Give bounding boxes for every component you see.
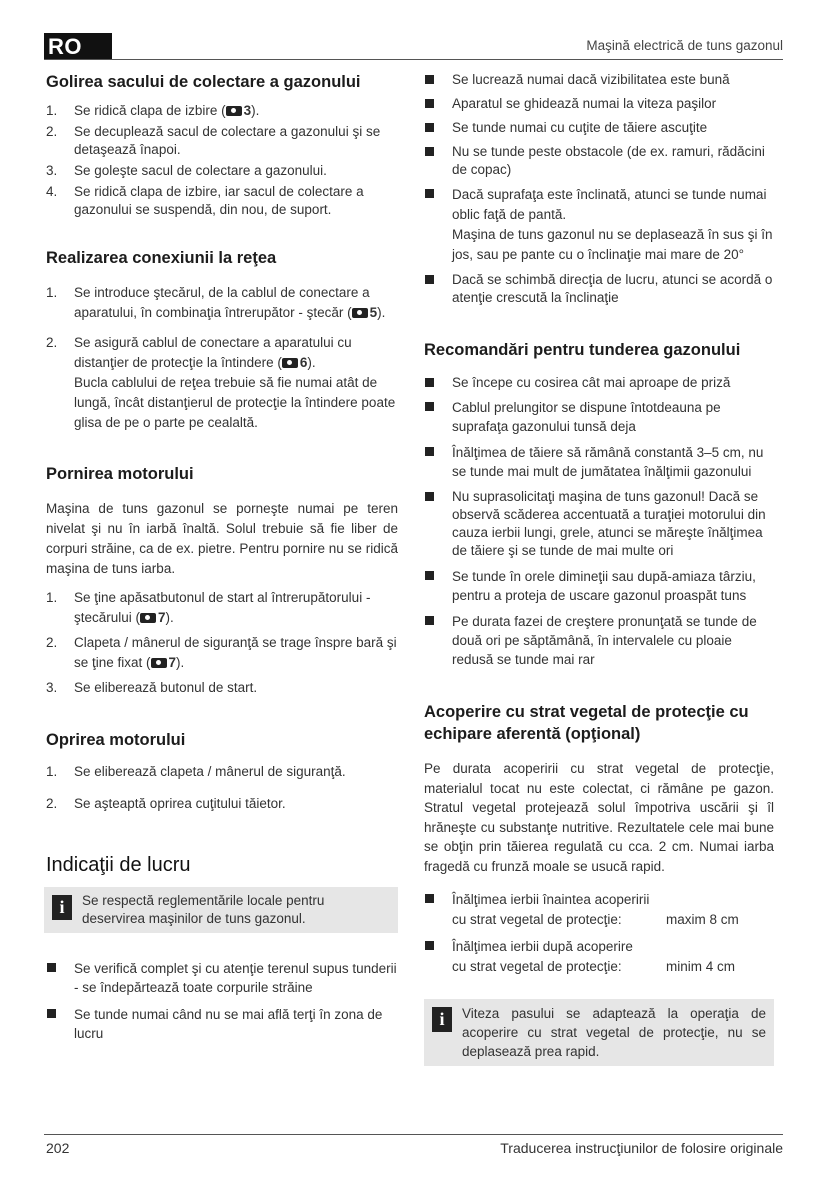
footer-divider [44, 1134, 783, 1135]
list-item: Înălţimea de tăiere să rămână constantă 3–5 cm, nu se tunde mai mult de jumătatea înălţimii gazonului [424, 443, 774, 481]
figure-ref-icon [226, 106, 242, 116]
section-title-stopping-motor: Oprirea motorului [46, 731, 186, 749]
stopping-motor-steps [46, 763, 398, 813]
mulching-paragraph: Pe durata acoperirii cu strat vegetal de protecţie, materialul tocat nu este colectat, ci rămâne pe gazon. Stratul vegetal protejează solul împotriva uscării şi îl hrăneşte cu substanţe nutritive. Rezultatele cele mai bune se obţin prin tăierea regulată cu cca. 2 cm. Numai iarba fragedă cu frunză moale se usucă rapid. [424, 761, 774, 874]
list-item: 1. Se ţine apăsatbutonul de start al întrerupătorului - ştecărului ( 7). [46, 590, 371, 625]
list-item: 2. Clapeta / mânerul de siguranţă se trage înspre bară şi se ţine fixat ( 7). [46, 635, 397, 670]
list-item: 4. Se ridică clapa de izbire, iar sacul de colectare a gazonului se suspendă, din nou, de suport. [46, 184, 364, 217]
mowing-recommendations-list [424, 374, 774, 669]
section-title-network-connection: Realizarea conexiunii la reţea [46, 249, 277, 267]
starting-motor-paragraph: Maşina de tuns gazonul se porneşte numai pe teren nivelat şi nu în iarbă înaltă. Solul trebuie să fie liber de corpuri străine, ca de ex. pietre. Pentru pornire nu se ridică maşina de tuns iarba. [46, 501, 398, 576]
language-badge [44, 33, 112, 60]
list-item: Se începe cu cosirea cât mai aproape de priză [424, 374, 774, 392]
header-divider [44, 59, 783, 60]
list-item: Se lucrează numai dacă vizibilitatea este bună [424, 71, 774, 89]
work-instructions-list [46, 959, 398, 1043]
emptying-bag-steps [46, 102, 398, 219]
info-icon: i [432, 1007, 452, 1032]
spec-value: maxim 8 cm [666, 912, 739, 927]
page-number: 202 [46, 1140, 70, 1156]
list-item: Se tunde numai când nu se mai află terţi în zona de lucru [46, 1005, 398, 1043]
list-item: 2. Se aşteaptă oprirea cuţitului tăietor. [46, 796, 286, 811]
list-item: 3. Se eliberează butonul de start. [46, 680, 258, 695]
section-title-work-instructions: Indicaţii de lucru [46, 854, 191, 876]
list-item: 2. Se asigură cablul de conectare a aparatului cu distanţier de protecţie la întindere ( 6). Bucla cablului de reţea trebuie să fie numai atât de lungă, încât distanţierul de protecţie la întindere poate glisa de pe o parte pe cealaltă. [46, 335, 396, 430]
list-item: Se tunde în orele dimineţii sau după-amiaza târziu, pentru a proteja de uscare gazonul proaspăt tuns [424, 567, 774, 605]
mulching-specs [424, 890, 774, 977]
list-item: Se verifică complet şi cu atenţie terenul supus tunderii - se îndepărtează toate corpurile străine [46, 959, 398, 997]
list-item: Dacă suprafaţa este înclinată, atunci se tunde numai oblic faţă de pantă. Maşina de tuns gazonul nu se deplasează în sus şi în jos, sau pe pante cu o înclinaţie mai mare de 20° [424, 185, 774, 265]
right-column [424, 70, 774, 1066]
spec-value: minim 4 cm [666, 959, 736, 974]
spec-item: Înălţimea ierbii după acoperire cu strat vegetal de protecţie: minim 4 cm [424, 937, 774, 977]
figure-ref-icon [352, 308, 368, 318]
figure-ref-icon [140, 613, 156, 623]
list-item: Se tunde numai cu cuţite de tăiere ascuţite [424, 119, 774, 137]
list-item: Pe durata fazei de creştere pronunţată se tunde de două ori pe săptămână, în intervalele cu ploaie redusă se tunde mai rar [424, 612, 774, 669]
list-item: 1. Se eliberează clapeta / mânerul de siguranţă. [46, 764, 346, 779]
list-item: Nu se tunde peste obstacole (de ex. ramuri, rădăcini de copac) [424, 143, 774, 179]
left-column [46, 70, 398, 1043]
info-note: i Viteza pasului se adaptează la operaţia de acoperire cu strat vegetal de protecţie, nu se deplasează prea rapid. [424, 999, 774, 1066]
header-title: Maşină electrică de tuns gazonul [586, 38, 783, 53]
list-item: 3. Se goleşte sacul de colectare a gazonului. [46, 163, 327, 178]
safety-list [424, 71, 774, 307]
network-connection-steps [46, 283, 398, 433]
section-title-starting-motor: Pornirea motorului [46, 465, 194, 483]
list-item: Nu suprasolicitaţi maşina de tuns gazonul! Dacă se observă scăderea accentuată a turaţiei motorului din cauza ierbii lungi, grele, atunci se măreşte înălţimea de tăiere şi se tunde de mai multe ori [424, 488, 774, 560]
starting-motor-steps [46, 588, 398, 698]
spec-item: Înălţimea ierbii înaintea acoperirii cu strat vegetal de protecţie: maxim 8 cm [424, 890, 774, 930]
list-item: Cablul prelungitor se dispune întotdeauna pe suprafaţa gazonului tunsă deja [424, 398, 774, 436]
section-title-emptying-bag: Golirea sacului de colectare a gazonului [46, 73, 361, 91]
language-code: RO [48, 34, 82, 59]
figure-ref-icon [151, 658, 167, 668]
figure-ref-icon [282, 358, 298, 368]
list-item: Aparatul se ghidează numai la viteza paşilor [424, 95, 774, 113]
info-note: i Se respectă reglementările locale pentru deservirea maşinilor de tuns gazonul. [44, 887, 398, 933]
list-item: 1. Se ridică clapa de izbire ( 3). [46, 103, 260, 118]
section-title-mulching: Acoperire cu strat vegetal de protecţie cu echipare aferentă (opţional) [424, 703, 749, 743]
info-icon: i [52, 895, 72, 920]
list-item: 2. Se decuplează sacul de colectare a gazonului şi se detaşează înapoi. [46, 124, 381, 157]
footer-text: Traducerea instrucţiunilor de folosire originale [500, 1140, 783, 1156]
list-item: 1. Se introduce ştecărul, de la cablul de conectare a aparatului, în combinaţia întrerupător - ştecăr ( 5). [46, 285, 386, 320]
section-title-mowing-recommendations: Recomandări pentru tunderea gazonului [424, 341, 741, 359]
list-item: Dacă se schimbă direcţia de lucru, atunci se acordă o atenţie crescută la înclinaţie [424, 271, 774, 307]
